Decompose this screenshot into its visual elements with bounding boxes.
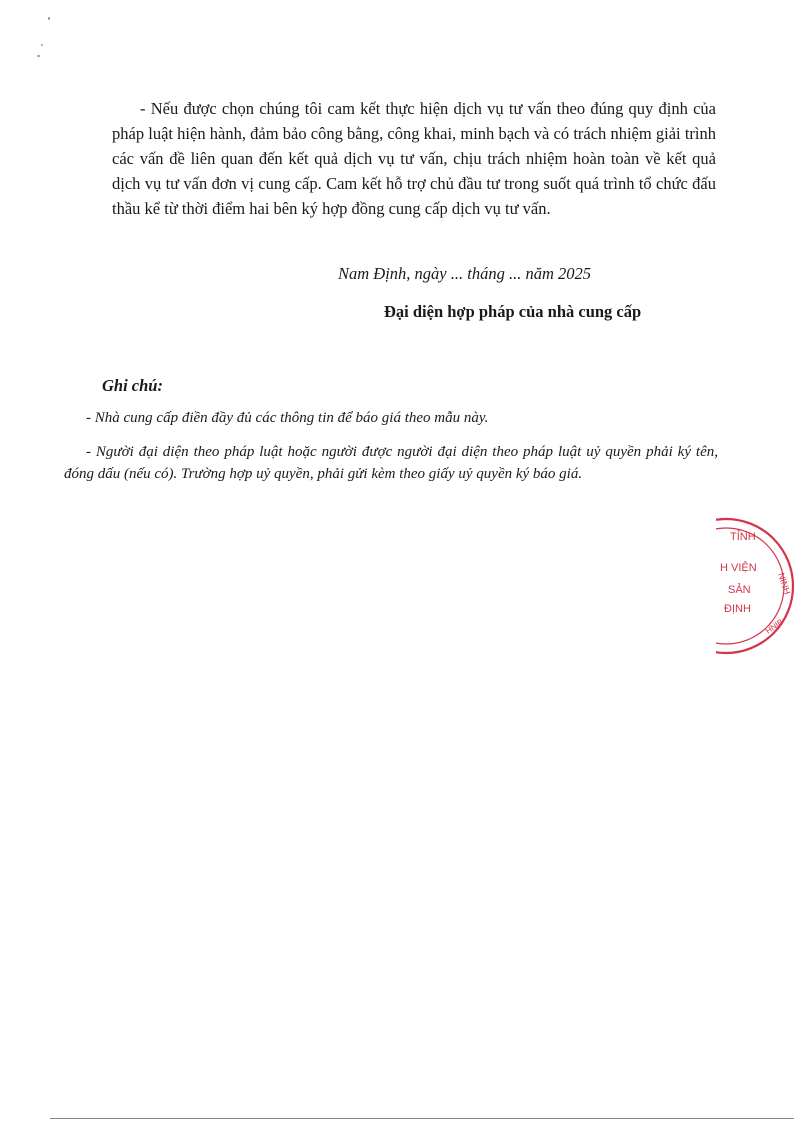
stamp-text: ĐỊNH	[724, 603, 751, 615]
stamp-text: SẢN	[728, 584, 751, 596]
notes-heading: Ghi chú:	[102, 376, 163, 395]
scan-artifact	[48, 17, 50, 20]
legal-representative-title: Đại diện hợp pháp của nhà cung cấp	[384, 302, 642, 321]
commitment-paragraph: - Nếu được chọn chúng tôi cam kết thực hiện dịch vụ tư vấn theo đúng quy định của pháp luật hiện hành, đảm bảo công bằng, công khai, minh bạch và có trách nhiệm giải trình các vấn đề liên quan đến kết quả dịch vụ tư vấn, chịu trách nhiệm hoàn toàn về kết quả dịch vụ tư vấn đơn vị cung cấp. Cam kết hỗ trợ chủ đầu tư trong suốt quá trình tổ chức đấu thầu kể từ thời điểm hai bên ký hợp đồng cung cấp dịch vụ tư vấn.	[112, 99, 716, 218]
note-item: - Nhà cung cấp điền đầy đủ các thông tin để báo giá theo mẫu này.	[86, 410, 489, 426]
official-seal-stamp	[716, 516, 794, 656]
stamp-text: TỈNH	[730, 531, 756, 543]
place-date-line: Nam Định, ngày ... tháng ... năm 2025	[338, 264, 591, 283]
note-item: - Người đại diện theo pháp luật hoặc người được người đại diện theo pháp luật uỷ quyền phải ký tên, đóng dấu (nếu có). Trường hợp uỷ quyền, phải gửi kèm theo giấy uỷ quyền ký báo giá.	[64, 444, 718, 482]
stamp-text: NINH	[776, 571, 793, 596]
scan-artifact	[37, 55, 40, 57]
page-bottom-edge	[50, 1118, 794, 1119]
stamp-text: H VIỆN	[720, 562, 757, 574]
scan-artifact	[41, 44, 43, 46]
stamp-text: HNIB	[763, 617, 785, 636]
